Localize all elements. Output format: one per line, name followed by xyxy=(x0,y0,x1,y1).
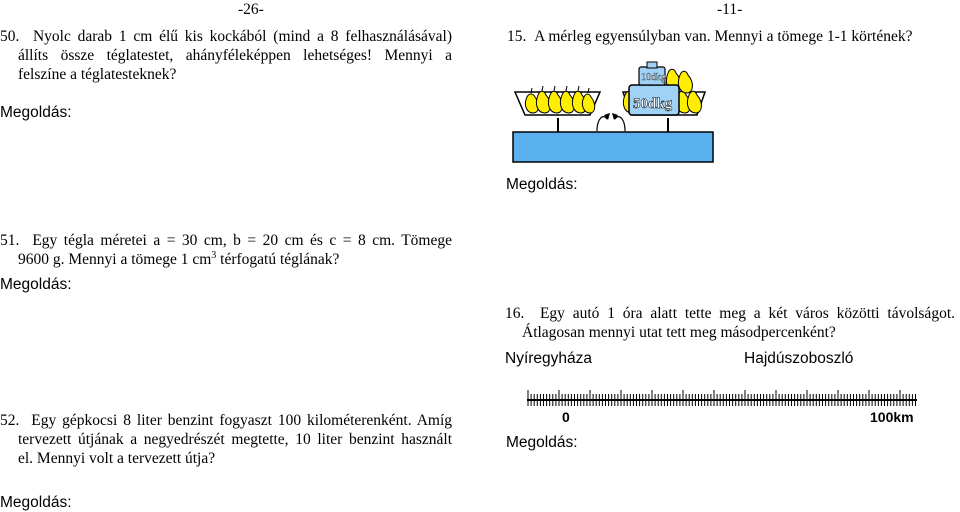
distance-ruler xyxy=(525,388,920,410)
arrow-right xyxy=(615,117,625,131)
problem-16-line-1: 16. Egy autó 1 óra alatt tette meg a két város közötti távolságot. xyxy=(505,305,955,322)
problem-51-line-2: 9600 g. Mennyi a tömege 1 $cm^3$ térfogatú téglának? xyxy=(18,250,340,268)
arrow-left xyxy=(597,117,607,131)
weight-10dkg-label: 10dkg xyxy=(641,72,666,83)
problem-50-line-3: felszíne a téglatesteknek? xyxy=(18,66,177,83)
problem-51-answer-label: Megoldás: xyxy=(0,276,72,293)
problem-52-line-3: el. Mennyi volt a tervezett útja? xyxy=(18,450,216,467)
scale-start-label: 0 xyxy=(562,409,570,425)
city-right-label: Hajdúszoboszló xyxy=(744,350,854,367)
weight-50dkg-label: 50dkg xyxy=(633,96,673,112)
problem-16-answer-label: Megoldás: xyxy=(506,434,578,451)
problem-52-answer-label: Megoldás: xyxy=(0,494,72,511)
problem-50-answer-label: Megoldás: xyxy=(0,104,72,121)
balance-scale-illustration xyxy=(505,55,725,167)
problem-50-line-1: 50. Nyolc darab 1 cm élű kis kockából (mind a 8 felhasználásával) xyxy=(0,28,452,45)
problem-50-line-2: állíts össze téglatestet, ahányféleképpen lehetséges! Mennyi a xyxy=(18,47,452,64)
problem-51-line-1: 51. Egy tégla méretei a = 30 cm, b = 20 cm és c = 8 cm. Tömege xyxy=(0,232,452,249)
scale-body xyxy=(513,132,713,162)
city-left-label: Nyíregyháza xyxy=(505,350,593,367)
page-number-right: -11- xyxy=(717,1,743,18)
page-number-left: -26- xyxy=(238,1,264,18)
scale-end-label: 100km xyxy=(870,409,914,425)
problem-16-line-2: Átlagosan mennyi utat tett meg másodpercenként? xyxy=(522,324,836,341)
problem-52-line-1: 52. Egy gépkocsi 8 liter benzint fogyaszt 100 kilométerenként. Amíg xyxy=(0,412,452,429)
problem-15-text: 15. A mérleg egyensúlyban van. Mennyi a tömege 1-1 körtének? xyxy=(507,28,913,45)
problem-15-answer-label: Megoldás: xyxy=(506,176,578,193)
problem-52-line-2: tervezett útjának a negyedrészét megtette, 10 liter benzint használt xyxy=(18,431,452,448)
